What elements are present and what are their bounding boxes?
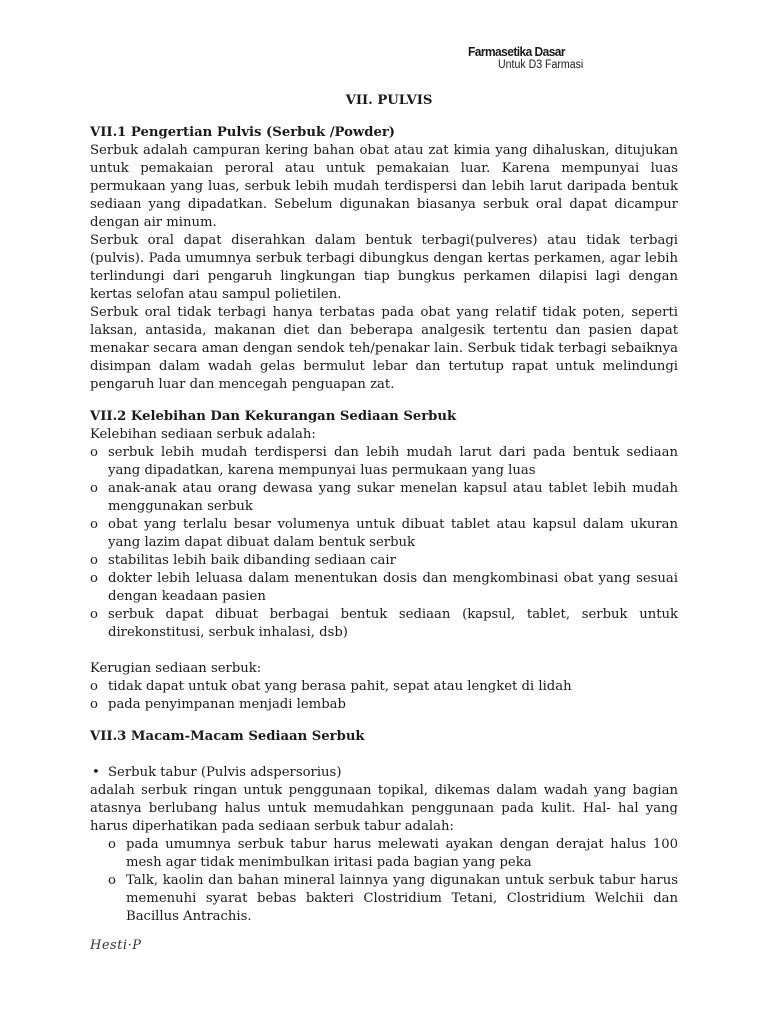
author-signature: Hesti·P xyxy=(90,938,142,953)
disadvantages-list xyxy=(90,678,678,714)
list-item: o dokter lebih leluasa dalam menentukan dosis dan mengkombinasi obat yang sesuai dengan keadaan pasien xyxy=(90,570,678,606)
paragraph: Serbuk oral dapat diserahkan dalam bentuk terbagi(pulveres) atau tidak terbagi (pulvis). Pada umumnya serbuk terbagi dibungkus dengan kertas perkamen, agar lebih terlindungi dari pengaruh lingkungan tiap bungkus perkamen dilapisi lagi dengan kertas selofan atau sampul polietilen. xyxy=(90,233,678,302)
list-item: • Serbuk tabur (Pulvis adspersorius) xyxy=(90,764,678,782)
advantages-list xyxy=(90,444,678,642)
section-heading-1: VII.1 Pengertian Pulvis (Serbuk /Powder) xyxy=(90,125,396,140)
paragraph: Serbuk adalah campuran kering bahan obat atau zat kimia yang dihaluskan, ditujukan untuk pemakaian peroral atau untuk pemakaian luar. Karena mempunyai luas permukaan yang luas, serbuk lebih mudah terdispersi dan lebih larut daripada bentuk sediaan yang dipadatkan. Sebelum digunakan biasanya serbuk oral dapat dicampur dengan air minum. xyxy=(90,143,678,230)
list-item: o serbuk lebih mudah terdispersi dan lebih mudah larut dari pada bentuk sediaan yang dipadatkan, karena mempunyai luas permukaan yang luas xyxy=(90,444,678,480)
list-item: o tidak dapat untuk obat yang berasa pahit, sepat atau lengket di lidah xyxy=(90,678,678,696)
header-subtitle: Untuk D3 Farmasi xyxy=(498,59,584,71)
disadvantages-intro: Kerugian sediaan serbuk: xyxy=(90,661,262,676)
paragraph: Serbuk oral tidak terbagi hanya terbatas pada obat yang relatif tidak poten, seperti laksan, antasida, makanan diet dan beberapa analgesik tertentu dan pasien dapat menakar secara aman dengan sendok teh/penakar lain. Serbuk tidak terbagi sebaiknya disimpan dalam wadah gelas bermulut lebar dan tertutup rapat untuk melindungi pengaruh luar dan mencegah penguapan zat. xyxy=(90,305,678,392)
paragraph: adalah serbuk ringan untuk penggunaan topikal, dikemas dalam wadah yang bagian atasnya berlubang halus untuk memudahkan penggunaan pada kulit. Hal- hal yang harus diperhatikan pada sediaan serbuk tabur adalah: xyxy=(90,783,678,834)
running-header xyxy=(468,44,628,71)
list-item: o stabilitas lebih baik dibanding sediaan cair xyxy=(90,552,678,570)
requirements-list xyxy=(108,836,678,926)
section-heading-3: VII.3 Macam-Macam Sediaan Serbuk xyxy=(90,729,365,744)
header-title: Farmasetika Dasar xyxy=(468,44,566,59)
list-item: o pada penyimpanan menjadi lembab xyxy=(90,696,678,714)
list-item: o anak-anak atau orang dewasa yang sukar menelan kapsul atau tablet lebih mudah menggunakan serbuk xyxy=(90,480,678,516)
list-item: o serbuk dapat dibuat berbagai bentuk sediaan (kapsul, tablet, serbuk untuk direkonstitusi, serbuk inhalasi, dsb) xyxy=(90,606,678,642)
list-item: o Talk, kaolin dan bahan mineral lainnya yang digunakan untuk serbuk tabur harus memenuhi syarat bebas bakteri Clostridium Tetani, Clostridium Welchii dan Bacillus Antrachis. xyxy=(108,872,678,926)
advantages-intro: Kelebihan sediaan serbuk adalah: xyxy=(90,427,316,442)
page-title: VII. PULVIS xyxy=(345,93,433,108)
section-heading-2: VII.2 Kelebihan Dan Kekurangan Sediaan Serbuk xyxy=(90,409,457,424)
list-item: o obat yang terlalu besar volumenya untuk dibuat tablet atau kapsul dalam ukuran yang lazim dapat dibuat dalam bentuk serbuk xyxy=(90,516,678,552)
list-item: o pada umumnya serbuk tabur harus melewati ayakan dengan derajat halus 100 mesh agar tidak menimbulkan iritasi pada bagian yang peka xyxy=(108,836,678,872)
document-body xyxy=(90,92,678,926)
type-bullet-list xyxy=(90,764,678,782)
